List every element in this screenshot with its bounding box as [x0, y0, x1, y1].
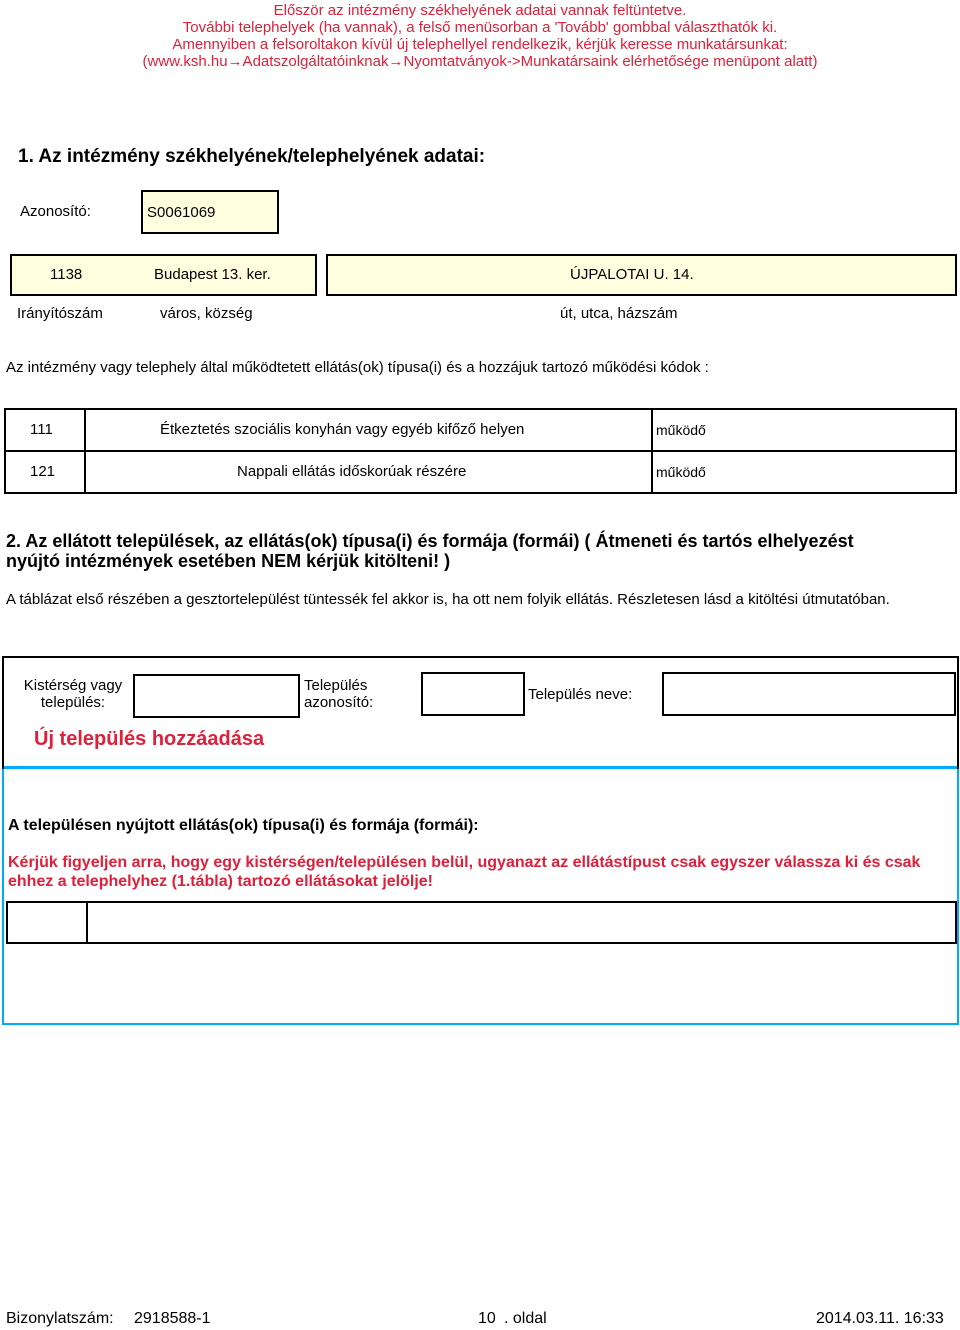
street-field[interactable]: [326, 254, 957, 296]
street-value: ÚJPALOTAI U. 14.: [570, 266, 694, 283]
notice-line-4: (www.ksh.hu→Adatszolgáltatóinknak→Nyomtatványok->Munkatársaink elérhetősége menüpont alatt): [142, 53, 818, 70]
service-status: működő: [656, 464, 706, 480]
city-label: város, község: [160, 305, 253, 322]
service-code: 121: [30, 463, 56, 480]
service-name: Nappali ellátás időskorúak részére: [237, 463, 467, 480]
kisterseg-label: Kistérség vagy település:: [23, 677, 123, 711]
page-suffix: . oldal: [504, 1310, 547, 1327]
service-row: [6, 410, 955, 450]
add-settlement-link[interactable]: Új település hozzáadása: [34, 728, 265, 750]
section1-title: 1. Az intézmény székhelyének/telephelyének adatai:: [18, 146, 486, 167]
page-number: 10: [478, 1310, 496, 1327]
doc-number: 2918588-1: [134, 1310, 211, 1327]
kisterseg-input[interactable]: [133, 674, 300, 718]
service-code: 111: [30, 421, 53, 438]
telepules-az-label: Település azonosító:: [304, 677, 374, 711]
zip-city-field[interactable]: [10, 254, 317, 296]
telepules-nev-input[interactable]: [662, 672, 956, 716]
doc-number-label: Bizonylatszám:: [6, 1310, 114, 1327]
id-value: S0061069: [147, 204, 216, 221]
id-label: Azonosító:: [20, 203, 91, 220]
forms-panel: [2, 769, 959, 1025]
service-name: Étkeztetés szociális konyhán vagy egyéb kifőző helyen: [160, 421, 525, 438]
section2-note: A táblázat első részében a gesztortelepülést tüntessék fel akkor is, ha ott nem folyik ellátás. Részletesen lásd a kitöltési útmutatóban.: [6, 591, 890, 608]
zip-label: Irányítószám: [17, 305, 103, 322]
notice-line-2: További telephelyek (ha vannak), a felső menüsorban a 'Tovább' gombbal választhatók ki.: [182, 19, 778, 36]
forms-title: A településen nyújtott ellátás(ok) típusa(i) és formája (formái):: [8, 817, 479, 834]
id-field[interactable]: [141, 190, 279, 234]
city-value: Budapest 13. ker.: [154, 266, 271, 283]
settlement-panel: [2, 656, 959, 769]
print-datetime: 2014.03.11. 16:33: [816, 1310, 944, 1327]
notice-line-3: Amennyiben a felsoroltakon kívül új telephellyel rendelkezik, kérjük keresse munkatársunkat:: [172, 36, 788, 53]
service-row: [6, 452, 955, 492]
notice-line-1: Először az intézmény székhelyének adatai vannak feltüntetve.: [273, 2, 687, 19]
street-label: út, utca, házszám: [560, 305, 678, 322]
service-status: működő: [656, 422, 706, 438]
section2-title: 2. Az ellátott települések, az ellátás(ok) típusa(i) és formája (formái) ( Átmeneti és tartós elhelyezést nyújtó intézmények esetében NEM kérjük kitölteni! ): [6, 531, 854, 571]
services-table: [4, 408, 957, 494]
telepules-nev-label: Település neve:: [528, 686, 633, 703]
services-intro: Az intézmény vagy telephely által működtetett ellátás(ok) típusa(i) és a hozzájuk tartozó működési kódok :: [6, 359, 709, 376]
telepules-az-input[interactable]: [421, 672, 525, 716]
forms-warning: Kérjük figyeljen arra, hogy egy kistérségen/településen belül, ugyanazt az ellátástípust csak egyszer válassza ki és csak ehhez a telephelyhez (1.tábla) tartozó ellátásokat jelölje!: [8, 854, 921, 890]
forms-row[interactable]: [6, 901, 957, 944]
zip-value: 1138: [50, 266, 83, 283]
